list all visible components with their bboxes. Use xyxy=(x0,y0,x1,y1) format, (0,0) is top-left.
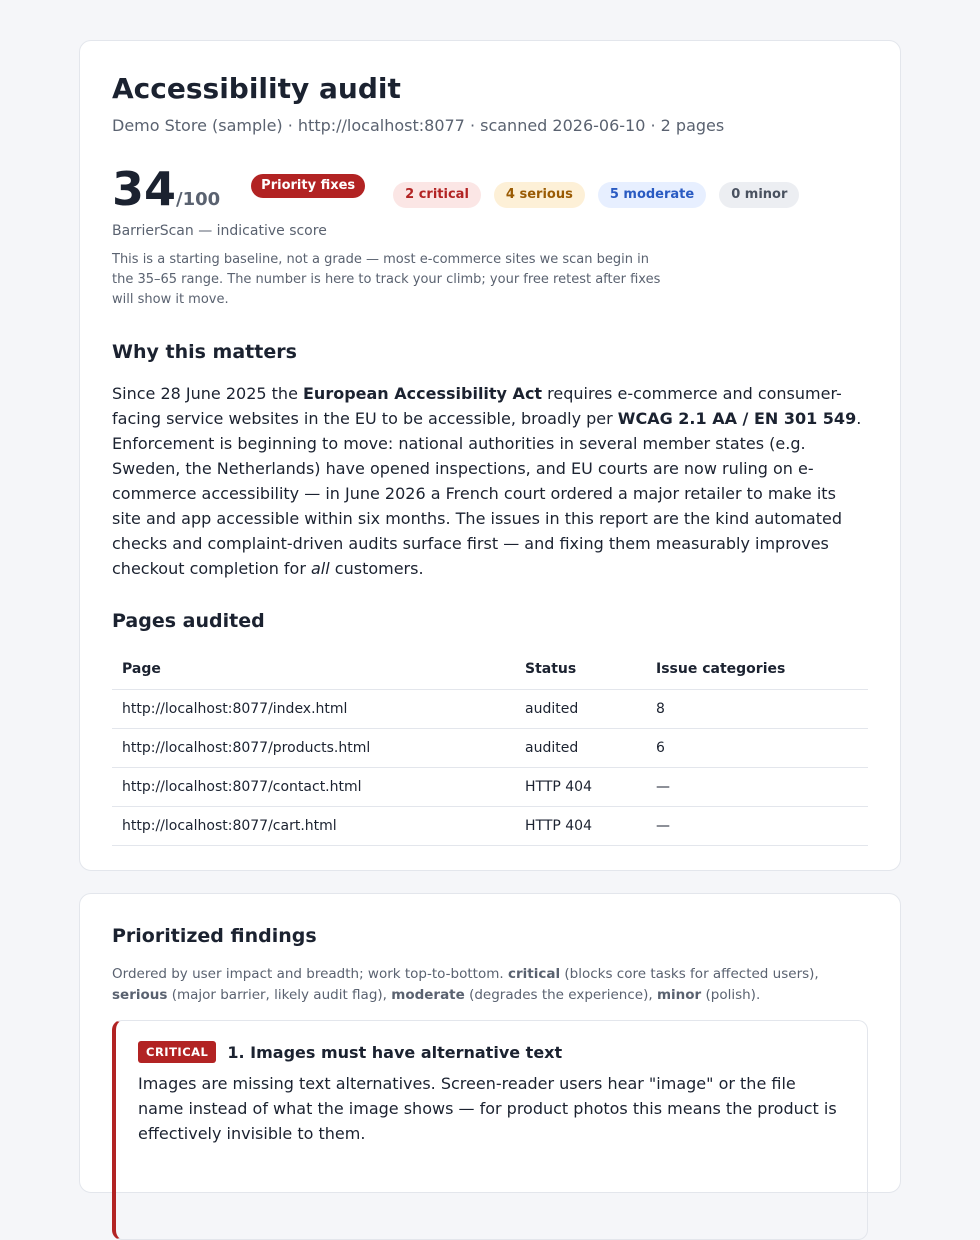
finding-header xyxy=(138,1041,845,1063)
score xyxy=(112,162,221,216)
why-wcag: WCAG 2.1 AA / EN 301 549 xyxy=(617,409,857,428)
why-eaa: European Accessibility Act xyxy=(303,384,543,403)
page-status: HTTP 404 xyxy=(515,807,646,846)
note-serious: serious xyxy=(112,987,168,1003)
score-row xyxy=(112,162,868,216)
severity-tag: CRITICAL xyxy=(138,1041,216,1063)
note-minor: minor xyxy=(656,987,702,1003)
page-url: http://localhost:8077/index.html xyxy=(112,690,515,729)
table-row xyxy=(112,690,868,729)
score-max: /100 xyxy=(176,189,221,210)
col-page: Page xyxy=(112,649,515,690)
note-intro: Ordered by user impact and breadth; work top-to-bottom. xyxy=(112,966,508,982)
col-issue-categories: Issue categories xyxy=(646,649,868,690)
table-row xyxy=(112,768,868,807)
minor-count-pill: 0 minor xyxy=(719,182,799,208)
score-value: 34 xyxy=(112,162,177,216)
why-text-3: . Enforcement is beginning to move: national authorities in several member states (e.g. Sweden, the Netherlands) have opened inspections, and EU courts are now ruling on e-commerce accessibility — in June 2026 a French court ordered a major retailer to make its site and app accessible within six months. The issues in this report are the kind automated checks and complaint-driven audits surface first — and fixing them measurably improves checkout completion for xyxy=(112,409,862,578)
page-issue-count: 8 xyxy=(646,690,868,729)
why-text-1: Since 28 June 2025 the xyxy=(112,384,303,403)
moderate-count-pill: 5 moderate xyxy=(598,182,706,208)
why-text-2: requires e-commerce and consumer-facing service websites in the EU to be accessible, broadly per xyxy=(112,384,842,428)
page-issue-count: — xyxy=(646,807,868,846)
finding-description: Images are missing text alternatives. Screen-reader users hear "image" or the file name instead of what the image shows — for product photos this means the product is effectively invisible to them. xyxy=(138,1074,837,1143)
why-paragraph xyxy=(112,381,868,581)
priority-badge: Priority fixes xyxy=(251,174,365,198)
col-status: Status xyxy=(515,649,646,690)
findings-note xyxy=(112,964,868,1006)
page-url: http://localhost:8077/products.html xyxy=(112,729,515,768)
table-row xyxy=(112,807,868,846)
baseline-note: This is a starting baseline, not a grade — most e-commerce sites we scan begin in the 35–65 range. The number is here to track your climb; your free retest after fixes will show it move. xyxy=(112,252,661,307)
page-issue-count: 6 xyxy=(646,729,868,768)
table-row xyxy=(112,729,868,768)
page-status: HTTP 404 xyxy=(515,768,646,807)
page-status: audited xyxy=(515,690,646,729)
table-header-row xyxy=(112,649,868,690)
finding-title: 1. Images must have alternative text xyxy=(227,1042,563,1062)
page-issue-count: — xyxy=(646,768,868,807)
critical-count-pill: 2 critical xyxy=(393,182,481,208)
severity-counts xyxy=(393,182,812,208)
note-critical: critical xyxy=(507,966,561,982)
note-moderate: moderate xyxy=(391,987,465,1003)
findings-card xyxy=(79,893,901,1193)
why-heading: Why this matters xyxy=(112,341,297,363)
note-critical-desc: (blocks core tasks for affected users), xyxy=(560,966,819,982)
note-serious-desc: (major barrier, likely audit flag), xyxy=(167,987,392,1003)
page-title: Accessibility audit xyxy=(112,72,401,105)
page-status: audited xyxy=(515,729,646,768)
finding-item xyxy=(112,1020,868,1240)
why-text-4: customers. xyxy=(329,559,424,578)
page-url: http://localhost:8077/contact.html xyxy=(112,768,515,807)
why-all: all xyxy=(311,559,330,578)
score-source: BarrierScan — indicative score xyxy=(112,223,327,239)
page-subtitle: Demo Store (sample) · http://localhost:8077 · scanned 2026-06-10 · 2 pages xyxy=(112,116,725,135)
pages-table xyxy=(112,649,868,846)
audit-summary-card xyxy=(79,40,901,871)
findings-heading: Prioritized findings xyxy=(112,925,317,947)
serious-count-pill: 4 serious xyxy=(494,182,585,208)
note-moderate-desc: (degrades the experience), xyxy=(464,987,657,1003)
pages-heading: Pages audited xyxy=(112,610,265,632)
note-minor-desc: (polish). xyxy=(701,987,761,1003)
page-url: http://localhost:8077/cart.html xyxy=(112,807,515,846)
